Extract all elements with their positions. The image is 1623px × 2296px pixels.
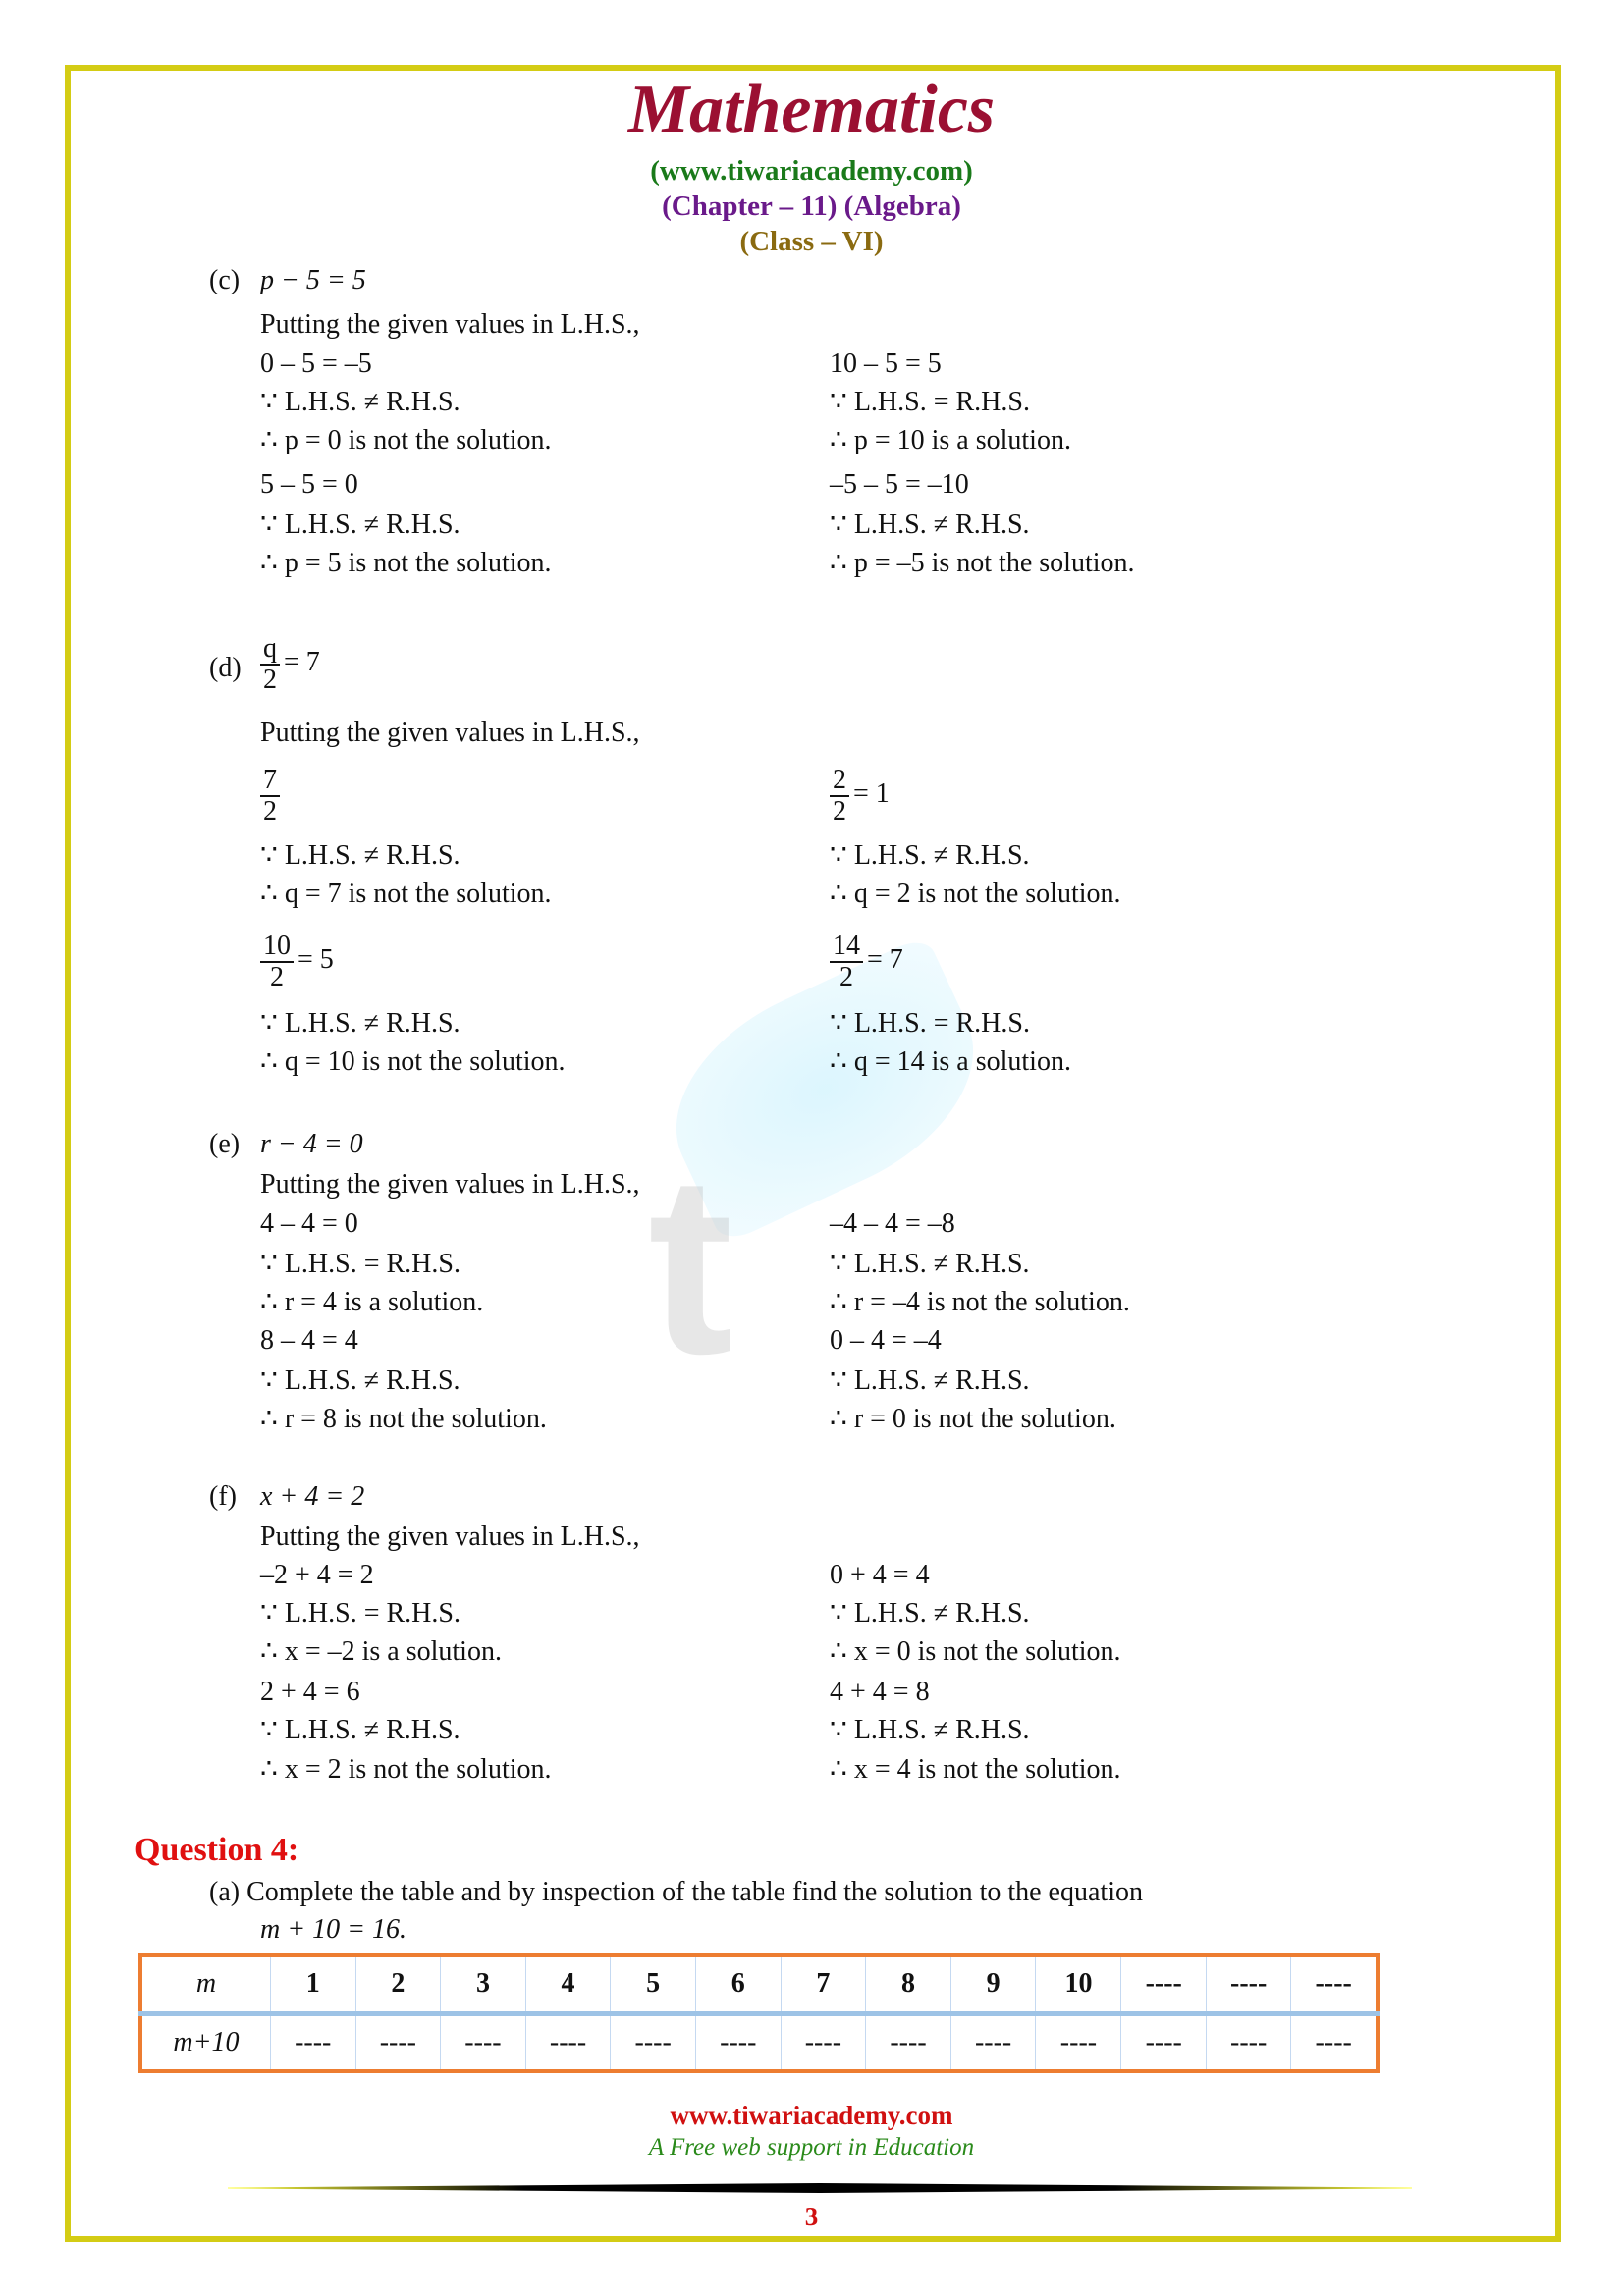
solution-line: 0 + 4 = 4 bbox=[830, 1560, 930, 1590]
solution-line: ∵ L.H.S. ≠ R.H.S. bbox=[830, 840, 1030, 871]
question-4a-text: (a) Complete the table and by inspection of the table find the solution to the equation bbox=[209, 1877, 1143, 1907]
table-cell: 10 bbox=[1036, 1955, 1121, 2013]
denominator: 2 bbox=[263, 796, 277, 827]
section-equation: p − 5 = 5 bbox=[260, 265, 366, 295]
solution-line: 2 + 4 = 6 bbox=[260, 1677, 360, 1707]
solution-line: ∴ p = 5 is not the solution. bbox=[260, 548, 552, 578]
solution-line: ∵ L.H.S. = R.H.S. bbox=[830, 1008, 1030, 1039]
header-website: (www.tiwariacademy.com) bbox=[650, 155, 973, 187]
solution-line: 5 – 5 = 0 bbox=[260, 469, 358, 500]
section-intro: Putting the given values in L.H.S., bbox=[260, 1522, 640, 1552]
table-row-m bbox=[140, 1955, 1378, 2013]
denominator: 2 bbox=[263, 665, 277, 695]
solution-line: ∴ p = 10 is a solution. bbox=[830, 425, 1071, 455]
solution-fraction-line bbox=[260, 766, 284, 827]
solution-line: ∴ p = 0 is not the solution. bbox=[260, 425, 552, 455]
table-cell: ---- bbox=[1121, 2013, 1206, 2071]
m-plus-10-table bbox=[138, 1953, 1380, 2073]
table-cell: ---- bbox=[525, 2013, 611, 2071]
numerator: 7 bbox=[260, 766, 280, 797]
footer-tagline: A Free web support in Education bbox=[648, 2134, 975, 2161]
table-cell: ---- bbox=[1291, 1955, 1378, 2013]
solution-line: ∵ L.H.S. = R.H.S. bbox=[260, 1598, 460, 1629]
table-cell: 4 bbox=[525, 1955, 611, 2013]
section-equation bbox=[260, 634, 320, 695]
fraction-result: = 7 bbox=[284, 647, 320, 678]
solution-line: ∵ L.H.S. = R.H.S. bbox=[260, 1249, 460, 1279]
solution-line: ∴ x = –2 is a solution. bbox=[260, 1636, 502, 1667]
solution-line: ∴ q = 7 is not the solution. bbox=[260, 879, 552, 909]
solution-line: 8 – 4 = 4 bbox=[260, 1325, 358, 1356]
solution-line: –2 + 4 = 2 bbox=[260, 1560, 374, 1590]
table-cell: ---- bbox=[441, 2013, 526, 2071]
fraction-result: = 1 bbox=[853, 778, 890, 810]
solution-line: 4 – 4 = 0 bbox=[260, 1208, 358, 1239]
solution-line: ∴ q = 14 is a solution. bbox=[830, 1046, 1071, 1077]
table-cell: 8 bbox=[866, 1955, 951, 2013]
section-label: (e) bbox=[209, 1129, 241, 1159]
solution-line: ∴ q = 10 is not the solution. bbox=[260, 1046, 566, 1077]
table-cell: ---- bbox=[611, 2013, 696, 2071]
solution-line: ∵ L.H.S. = R.H.S. bbox=[830, 387, 1030, 417]
denominator: 2 bbox=[270, 962, 284, 992]
solution-line: ∴ r = 4 is a solution. bbox=[260, 1287, 484, 1317]
solution-line: 4 + 4 = 8 bbox=[830, 1677, 930, 1707]
solution-fraction-line bbox=[830, 766, 890, 827]
solution-line: ∴ x = 0 is not the solution. bbox=[830, 1636, 1121, 1667]
section-intro: Putting the given values in L.H.S., bbox=[260, 718, 640, 748]
solution-line: ∵ L.H.S. ≠ R.H.S. bbox=[260, 387, 460, 417]
fraction bbox=[830, 932, 863, 992]
table-cell: 7 bbox=[781, 1955, 866, 2013]
solution-line: ∴ x = 4 is not the solution. bbox=[830, 1754, 1121, 1785]
solution-line: ∴ r = 0 is not the solution. bbox=[830, 1404, 1116, 1434]
table-cell: 5 bbox=[611, 1955, 696, 2013]
header-chapter: (Chapter – 11) (Algebra) bbox=[662, 190, 961, 222]
question-4-heading: Question 4: bbox=[135, 1832, 299, 1868]
fraction bbox=[830, 766, 849, 827]
solution-fraction-line bbox=[830, 932, 903, 992]
solution-fraction-line bbox=[260, 932, 334, 992]
solution-line: 0 – 4 = –4 bbox=[830, 1325, 942, 1356]
table-header-cell: m+10 bbox=[173, 2026, 240, 2057]
section-label: (f) bbox=[209, 1481, 237, 1512]
section-equation: x + 4 = 2 bbox=[260, 1481, 365, 1512]
solution-line: ∴ r = –4 is not the solution. bbox=[830, 1287, 1130, 1317]
table-cell: ---- bbox=[355, 2013, 441, 2071]
numerator: q bbox=[260, 634, 280, 666]
table-cell: ---- bbox=[1206, 1955, 1290, 2013]
table-cell: ---- bbox=[1121, 1955, 1206, 2013]
denominator: 2 bbox=[833, 796, 846, 827]
table-cell: ---- bbox=[695, 2013, 781, 2071]
solution-line: ∵ L.H.S. ≠ R.H.S. bbox=[260, 1008, 460, 1039]
table-cell: ---- bbox=[1206, 2013, 1290, 2071]
header-class: (Class – VI) bbox=[739, 226, 884, 257]
page-title: Mathematics bbox=[627, 72, 996, 147]
solution-line: ∵ L.H.S. ≠ R.H.S. bbox=[260, 509, 460, 540]
solution-line: 10 – 5 = 5 bbox=[830, 348, 942, 379]
table-row-m-plus-10 bbox=[140, 2013, 1378, 2071]
solution-line: ∴ x = 2 is not the solution. bbox=[260, 1754, 552, 1785]
section-intro: Putting the given values in L.H.S., bbox=[260, 1169, 640, 1200]
table-cell: ---- bbox=[950, 2013, 1036, 2071]
table-cell: ---- bbox=[1291, 2013, 1378, 2071]
solution-line: ∵ L.H.S. ≠ R.H.S. bbox=[830, 1249, 1030, 1279]
numerator: 10 bbox=[260, 932, 294, 963]
page-number: 3 bbox=[804, 2202, 819, 2231]
fraction-result: = 5 bbox=[298, 944, 334, 976]
solution-line: ∵ L.H.S. ≠ R.H.S. bbox=[830, 1598, 1030, 1629]
solution-line: ∵ L.H.S. ≠ R.H.S. bbox=[830, 509, 1030, 540]
table-cell: ---- bbox=[270, 2013, 355, 2071]
table-cell: 9 bbox=[950, 1955, 1036, 2013]
numerator: 2 bbox=[830, 766, 849, 797]
solution-line: ∴ p = –5 is not the solution. bbox=[830, 548, 1135, 578]
table-cell: 6 bbox=[695, 1955, 781, 2013]
solution-line: 0 – 5 = –5 bbox=[260, 348, 372, 379]
solution-line: –4 – 4 = –8 bbox=[830, 1208, 955, 1239]
fraction bbox=[260, 766, 280, 827]
fraction bbox=[260, 932, 294, 992]
solution-line: –5 – 5 = –10 bbox=[830, 469, 969, 500]
table-cell: 3 bbox=[441, 1955, 526, 2013]
solution-line: ∵ L.H.S. ≠ R.H.S. bbox=[260, 1715, 460, 1745]
solution-line: ∵ L.H.S. ≠ R.H.S. bbox=[260, 1365, 460, 1396]
fraction-result: = 7 bbox=[867, 944, 903, 976]
question-4a-equation: m + 10 = 16. bbox=[260, 1914, 407, 1945]
solution-line: ∵ L.H.S. ≠ R.H.S. bbox=[830, 1365, 1030, 1396]
section-equation: r − 4 = 0 bbox=[260, 1129, 363, 1159]
solution-line: ∵ L.H.S. ≠ R.H.S. bbox=[830, 1715, 1030, 1745]
section-label: (d) bbox=[209, 653, 242, 683]
fraction bbox=[260, 634, 280, 695]
table-cell: 2 bbox=[355, 1955, 441, 2013]
table-cell: ---- bbox=[781, 2013, 866, 2071]
numerator: 14 bbox=[830, 932, 863, 963]
solution-line: ∴ r = 8 is not the solution. bbox=[260, 1404, 547, 1434]
table-cell: 1 bbox=[270, 1955, 355, 2013]
footer-website-link[interactable]: www.tiwariacademy.com bbox=[670, 2101, 953, 2130]
watermark-logo: t bbox=[648, 1123, 733, 1408]
table-header-cell: m bbox=[140, 1955, 270, 2013]
denominator: 2 bbox=[839, 962, 853, 992]
section-intro: Putting the given values in L.H.S., bbox=[260, 309, 640, 340]
section-label: (c) bbox=[209, 265, 241, 295]
table-cell: ---- bbox=[1036, 2013, 1121, 2071]
solution-line: ∵ L.H.S. ≠ R.H.S. bbox=[260, 840, 460, 871]
table-cell: ---- bbox=[866, 2013, 951, 2071]
solution-line: ∴ q = 2 is not the solution. bbox=[830, 879, 1121, 909]
